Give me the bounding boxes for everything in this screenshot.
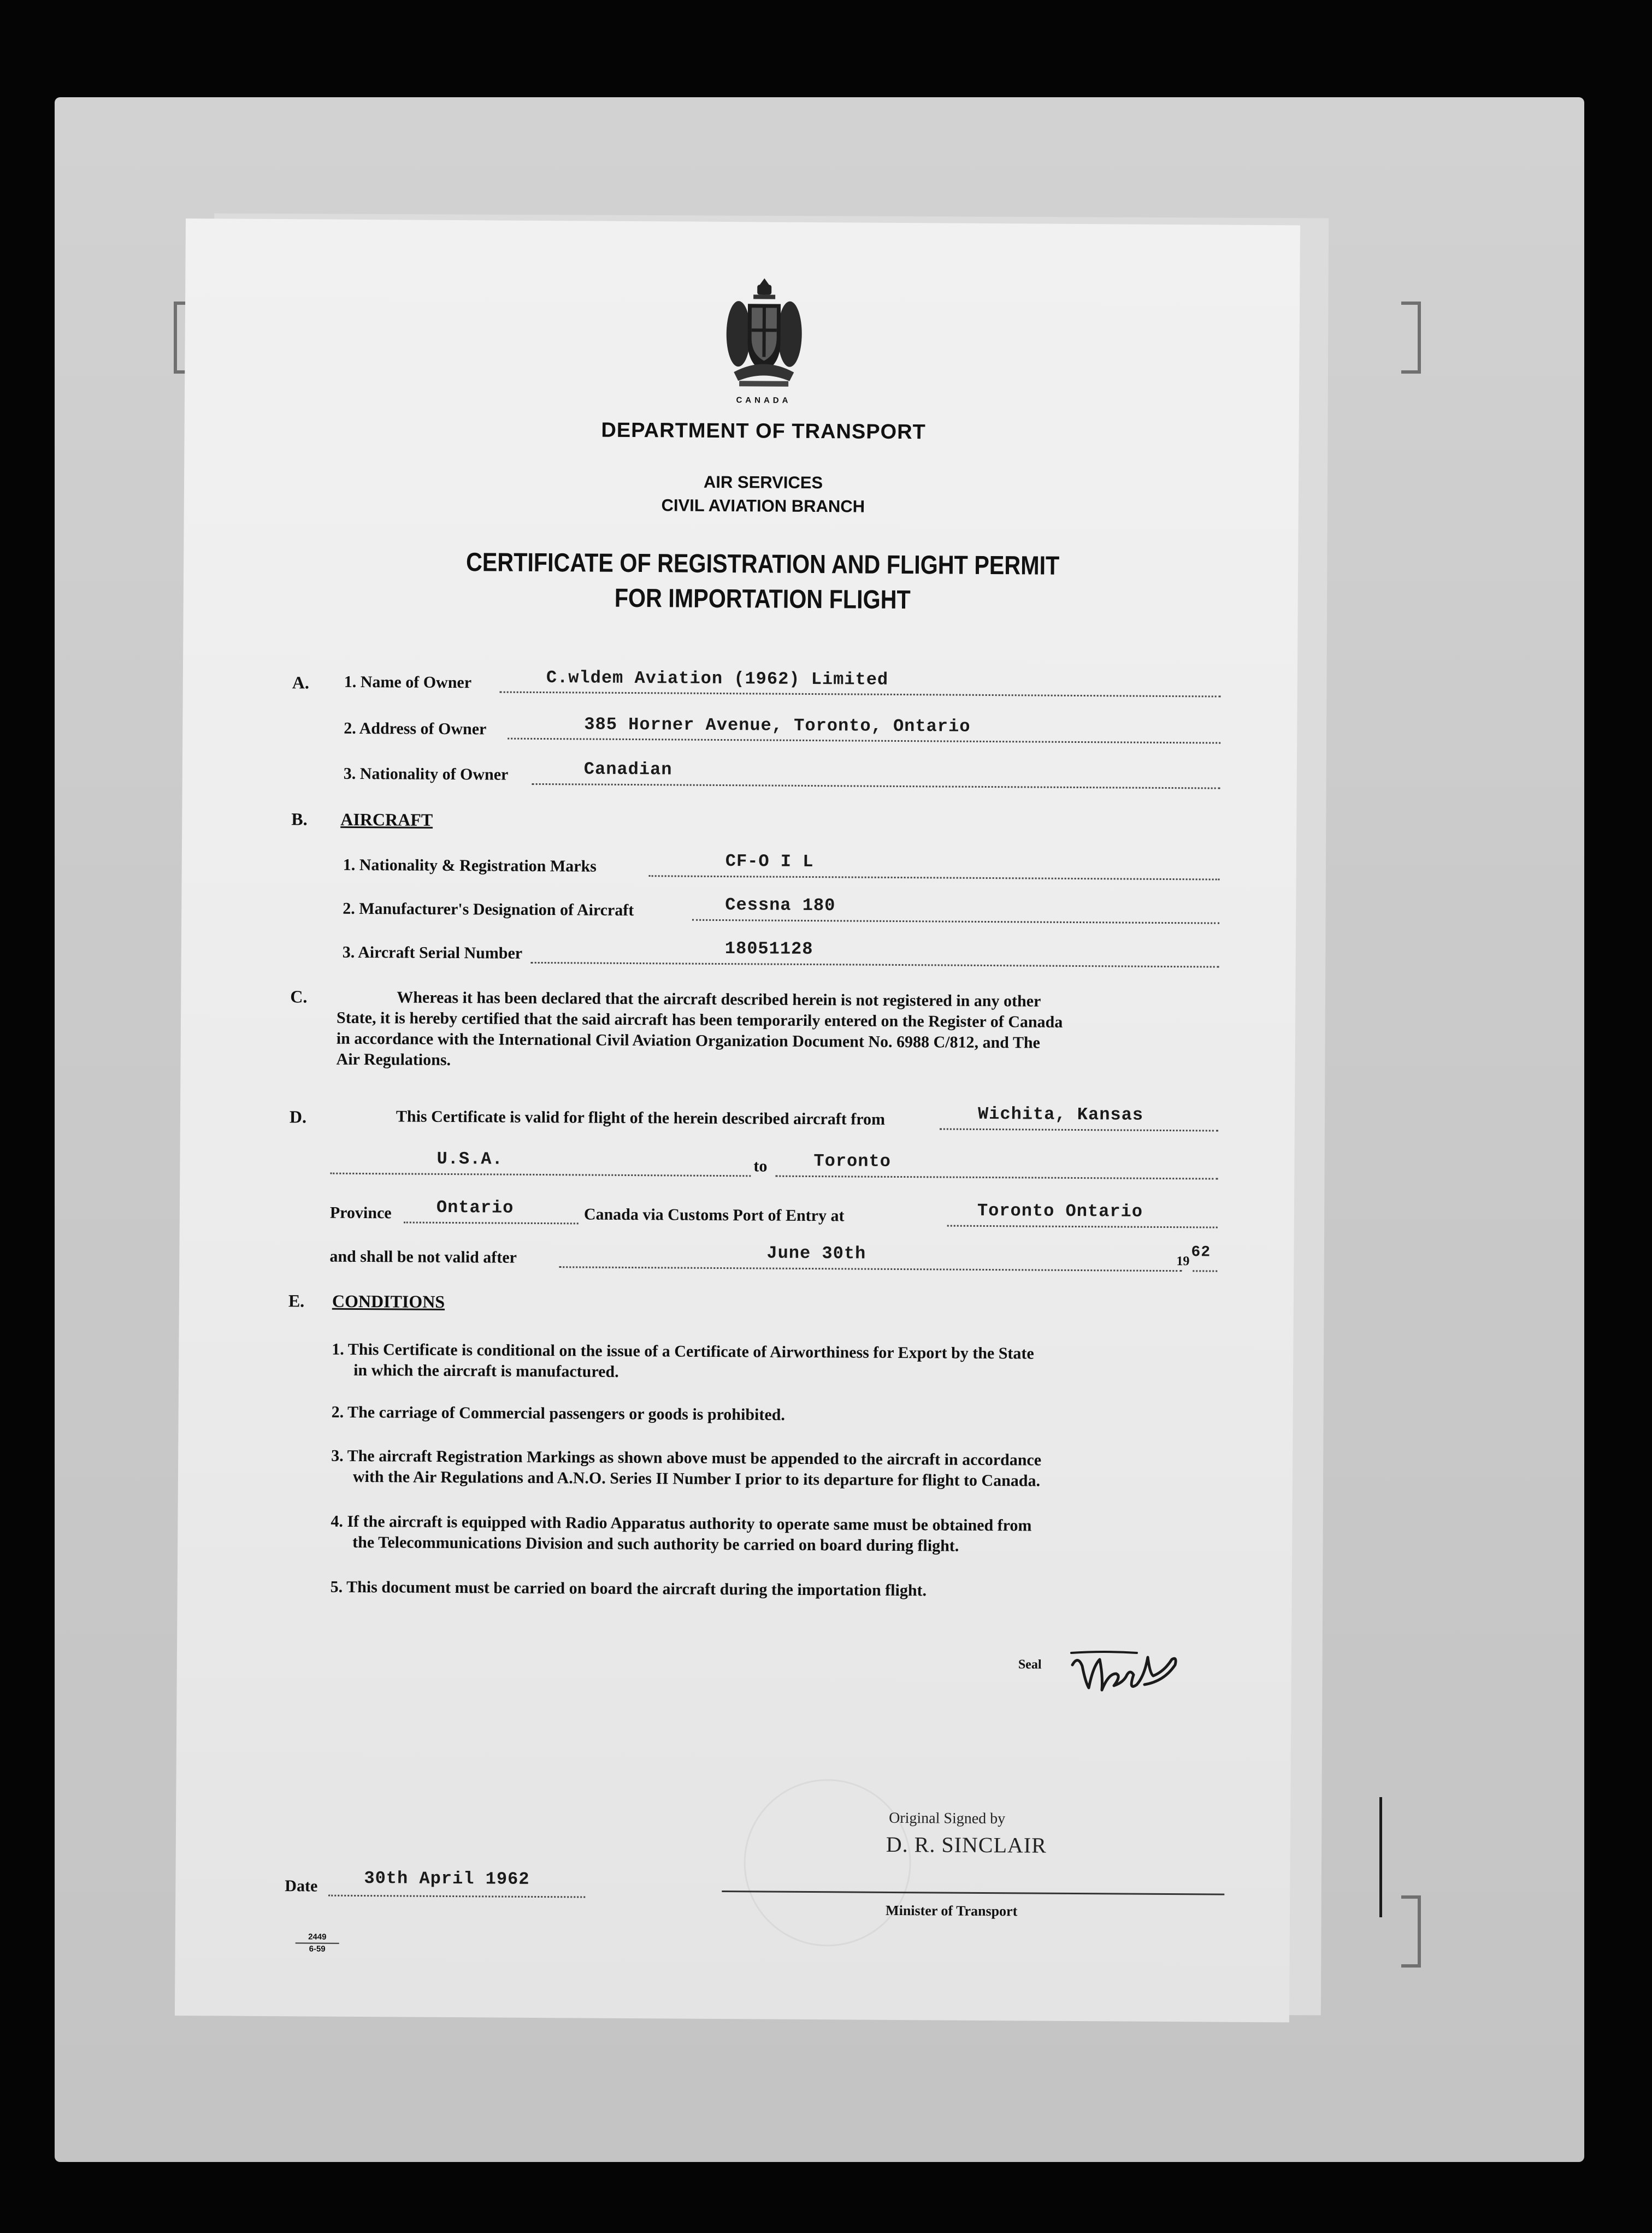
section-a-letter: A. [292,672,310,693]
owner-nationality-value: Canadian [583,759,672,780]
certificate-title [420,545,1106,619]
condition-4-line-2: the Telecommunications Division and such authority be carried on board during flight. [352,1533,959,1555]
form-date-value: 6-59 [296,1942,339,1954]
service-branch [599,470,928,519]
expiry-line [559,1266,1182,1272]
serial-label: 3. Aircraft Serial Number [342,943,523,962]
serial-line [531,962,1219,968]
owner-address-value: 385 Horner Avenue, Toronto, Ontario [584,714,971,737]
owner-nationality-line [532,783,1220,789]
year-line [1193,1270,1217,1272]
condition-1 [332,1339,1228,1386]
valid-after-label: and shall be not valid after [329,1247,517,1267]
seal-label: Seal [1018,1657,1042,1672]
crop-mark-top-right [1401,302,1421,374]
year-suffix-value: 62 [1191,1244,1211,1261]
to-label: to [753,1157,768,1175]
title-line-2: FOR IMPORTATION FLIGHT [614,583,911,615]
section-d-letter: D. [289,1107,307,1127]
condition-3 [331,1446,1227,1493]
province-line [404,1221,579,1224]
owner-name-line [500,692,1221,698]
section-c-letter: C. [290,986,308,1007]
from-city-line [940,1128,1218,1131]
designation-label: 2. Manufacturer's Designation of Aircraft [343,899,634,920]
branch-name: CIVIL AVIATION BRANCH [661,495,865,516]
province-value: Ontario [436,1197,514,1218]
port-of-entry-value: Toronto Ontario [977,1200,1143,1222]
condition-2: 2. The carriage of Commercial passengers or goods is prohibited. [331,1403,785,1424]
date-label: Date [285,1877,318,1895]
form-number [296,1931,339,1954]
to-city-line [775,1175,1218,1180]
to-city-value: Toronto [813,1151,892,1172]
from-city-value: Wichita, Kansas [977,1103,1144,1125]
aircraft-heading: AIRCRAFT [340,809,433,830]
condition-3-line-2: with the Air Regulations and A.N.O. Series II Number I prior to its departure for flight to Canada. [352,1467,1041,1490]
section-e-letter: E. [288,1291,305,1311]
country-label: CANADA [736,395,792,405]
section-c-line-1: Whereas it has been declared that the aircraft described herein is not registered in any other [397,988,1041,1011]
year-prefix: 19 [1176,1254,1190,1269]
owner-address-label: 2. Address of Owner [344,719,487,739]
date-line [328,1895,585,1898]
form-number-value: 2449 [308,1932,327,1942]
registration-line [649,875,1220,880]
minister-label: Minister of Transport [886,1902,1018,1919]
designation-line [692,919,1219,924]
stamp-original-signed: Original Signed by [889,1809,1006,1828]
date-value: 30th April 1962 [364,1868,530,1889]
section-c-line-3: in accordance with the International Civil Aviation Organization Document No. 6988 C/812, and The [336,1029,1041,1052]
handwritten-noted-signature-icon [1068,1649,1194,1714]
canada-via-label: Canada via Customs Port of Entry at [583,1205,845,1225]
condition-4-line-1: 4. If the aircraft is equipped with Radio Apparatus authority to operate same must be obtained from [331,1512,1032,1535]
owner-name-label: 1. Name of Owner [344,672,472,692]
service-name: AIR SERVICES [703,472,823,493]
condition-1-line-2: in which the aircraft is manufactured. [353,1361,619,1381]
conditions-heading: CONDITIONS [332,1291,445,1312]
port-line [947,1225,1218,1228]
crop-mark-bottom-right [1401,1895,1421,1968]
condition-1-line-1: 1. This Certificate is conditional on the issue of a Certificate of Airworthiness for Export by the State [332,1340,1034,1363]
embossed-seal [744,1779,912,1947]
condition-3-line-1: 3. The aircraft Registration Markings as shown above must be appended to the aircraft in accordance [331,1446,1042,1469]
from-country-line [330,1173,751,1177]
condition-5: 5. This document must be carried on board the aircraft during the importation flight. [330,1578,927,1600]
certificate-document [175,218,1300,2022]
condition-4 [331,1511,1226,1558]
section-c-line-2: State, it is hereby certified that the said aircraft has been temporarily entered on the Register of Canada [336,1008,1063,1031]
title-line-1: CERTIFICATE OF REGISTRATION AND FLIGHT PERMIT [465,548,1060,581]
margin-line [1379,1797,1382,1917]
serial-value: 18051128 [724,938,813,960]
expiry-date-value: June 30th [766,1243,866,1264]
designation-value: Cessna 180 [725,895,836,916]
from-country-value: U.S.A. [436,1148,503,1169]
stamp-signatory-name: D. R. SINCLAIR [886,1832,1047,1858]
section-c-line-4: Air Regulations. [336,1050,451,1069]
department-name: DEPARTMENT OF TRANSPORT [601,418,926,444]
registration-value: CF-O I L [725,851,814,872]
section-c-text [336,987,1222,1076]
owner-address-line [508,738,1220,744]
registration-label: 1. Nationality & Registration Marks [343,855,597,876]
section-b-letter: B. [291,809,308,829]
province-label: Province [329,1203,392,1222]
owner-nationality-label: 3. Nationality of Owner [343,764,509,784]
owner-name-value: C.wldem Aviation (1962) Limited [546,667,889,690]
canada-coat-of-arms-icon [723,274,805,400]
validity-intro: This Certificate is valid for flight of the herein described aircraft from [396,1107,886,1129]
